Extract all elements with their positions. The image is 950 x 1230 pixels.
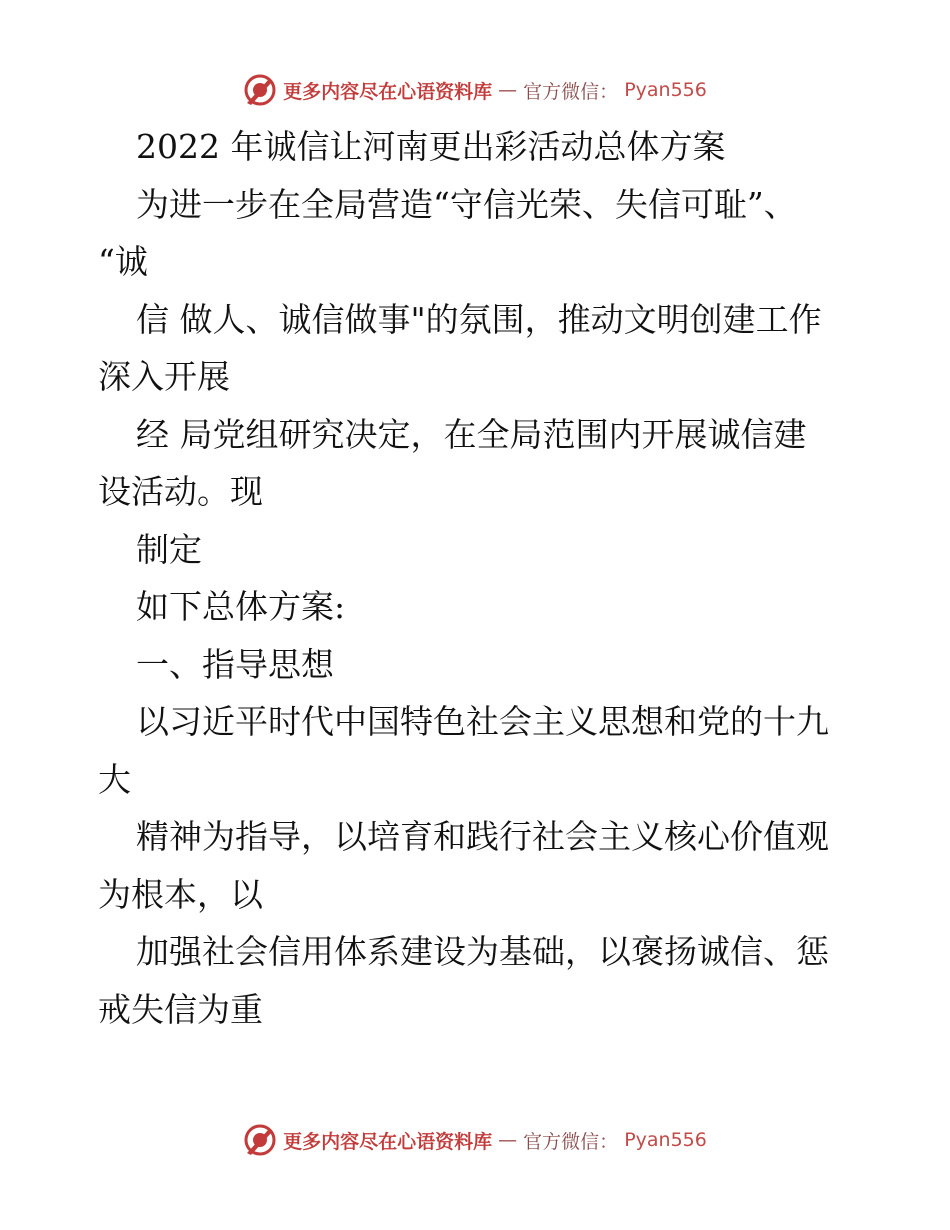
paragraph-line: 设活动。现 xyxy=(98,472,263,511)
paragraph-line: 如下总体方案: xyxy=(136,587,346,626)
document-title: 2022 年诚信让河南更出彩活动总体方案 xyxy=(136,127,726,166)
paragraph-line: 深入开展 xyxy=(98,357,230,396)
quill-seal-icon xyxy=(243,73,277,107)
paragraph-line: 加强社会信用体系建设为基础，以褒扬诚信、惩 xyxy=(136,932,829,971)
paragraph-line: 精神为指导，以培育和践行社会主义核心价值观 xyxy=(136,817,829,856)
footer-wechat-id: Pyan556 xyxy=(624,1129,707,1151)
paragraph-line: 信 做人、诚信做事"的氛围，推动文明创建工作 xyxy=(136,299,822,339)
quill-seal-icon xyxy=(243,1123,277,1157)
paragraph-line: 戒失信为重 xyxy=(98,989,263,1029)
footer-dash: — xyxy=(498,1129,518,1151)
document-body xyxy=(98,118,868,1038)
paragraph-line: 大 xyxy=(98,759,131,799)
header-watermark xyxy=(0,70,950,110)
section-heading: 一、指导思想 xyxy=(136,644,334,684)
header-brand-text: 更多内容尽在心语资料库 xyxy=(283,80,493,103)
paragraph-line: 以习近平时代中国特色社会主义思想和党的十九 xyxy=(136,702,829,741)
paragraph-line: 制定 xyxy=(136,529,202,569)
footer-brand-text: 更多内容尽在心语资料库 xyxy=(283,1130,493,1153)
paragraph-line: 经 局党组研究决定，在全局范围内开展诚信建 xyxy=(136,414,807,454)
header-wechat-id: Pyan556 xyxy=(624,79,707,101)
footer-watermark xyxy=(0,1120,950,1160)
footer-official-label: 官方微信： xyxy=(523,1130,619,1153)
paragraph-line: “诚 xyxy=(98,242,148,281)
header-dash: — xyxy=(498,79,518,101)
paragraph-line: 为进一步在全局营造“守信光荣、失信可耻”、 xyxy=(136,184,797,224)
paragraph-line: 为根本，以 xyxy=(98,874,263,914)
header-official-label: 官方微信： xyxy=(523,80,619,103)
